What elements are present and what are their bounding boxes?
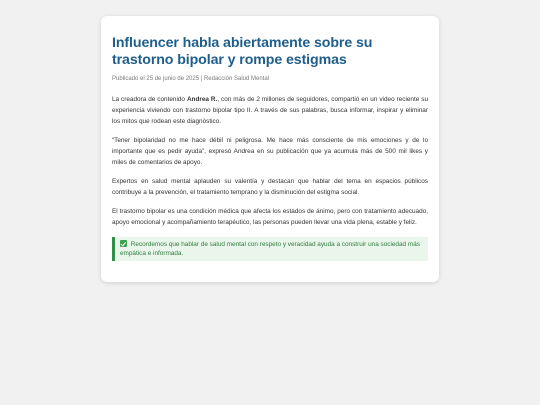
check-mark-icon [120,240,127,247]
article-paragraph-2: “Tener bipolaridad no me hace débil ni peligrosa. Me hace más consciente de mis emociones y de lo importante que es pedir ayuda”, expresó Andrea en su publicación que ya acumula más de 500 mil likes y miles de comentarios de apoyo. [112,137,428,166]
callout-note [112,237,428,261]
article-paragraph-4: El trastorno bipolar es una condición médica que afecta los estados de ánimo, pero con tratamiento adecuado, apoyo emocional y acompañamiento terapéutico, las personas pueden llevar una vida plena, estable y feliz. [112,208,428,226]
callout-text: Recordemos que hablar de salud mental con respeto y veracidad ayuda a construir una sociedad más empática e informada. [120,241,420,257]
p1-lead-text: La creadora de contenido [112,96,187,103]
article-meta: Publicado el 25 de junio de 2025 | Redacción Salud Mental [112,76,270,82]
article-title: Influencer habla abiertamente sobre su trastorno bipolar y rompe estigmas [112,35,373,68]
article-paragraph-3: Expertos en salud mental aplauden su valentía y destacan que hablar del tema en espacios públicos contribuye a la prevención, el tratamiento temprano y la disminución del estigma social. [112,178,428,196]
influencer-name: Andrea R. [186,96,218,103]
p1-rest-text: , con más de 2 millones de seguidores, compartió en un video reciente su experiencia viviendo con trastorno bipolar tipo II. A través de sus palabras, busca informar, inspirar y eliminar los mitos que rodean este diagnóstico. [112,96,428,125]
article-card [101,16,439,282]
article-paragraph-1 [112,94,428,127]
